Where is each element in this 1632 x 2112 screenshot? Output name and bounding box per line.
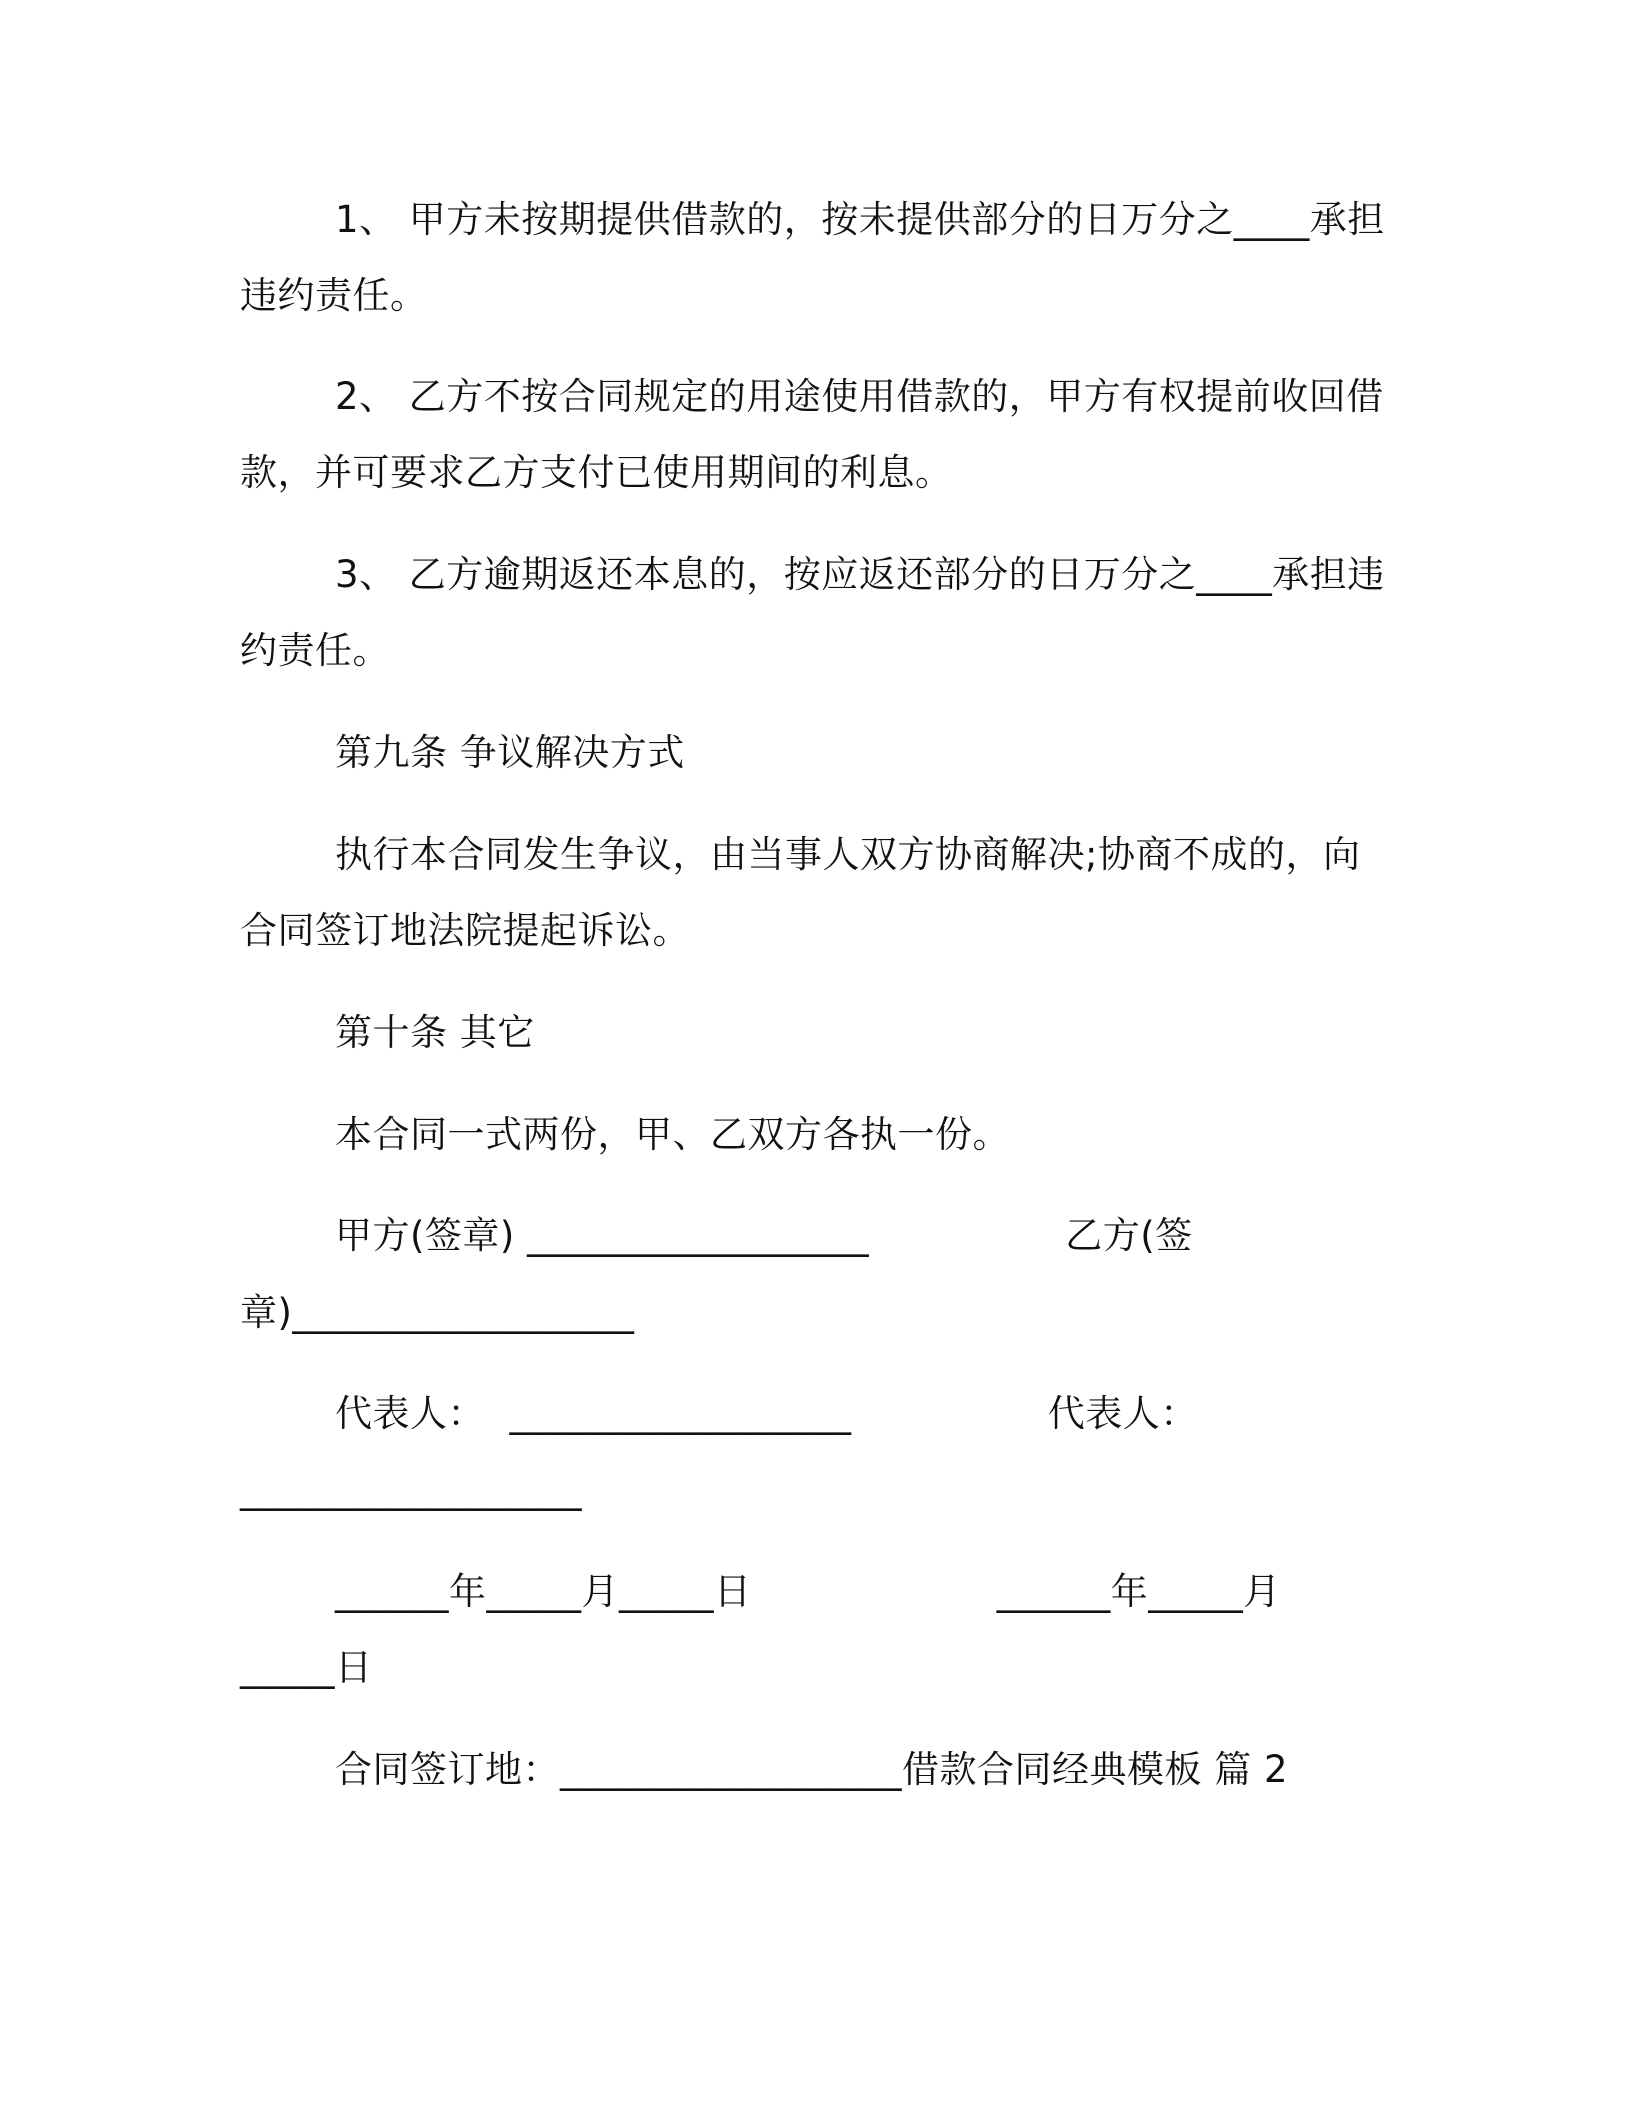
- clause-8-item-1-line-1: 1、 甲方未按期提供借款的，按未提供部分的日万分之____承担: [335, 198, 1385, 241]
- clause-8-item-2-line-2: 款，并可要求乙方支付已使用期间的利息。: [240, 451, 953, 494]
- representative-line-2: __________________: [240, 1468, 582, 1511]
- clause-10-heading: 第十条 其它: [335, 1011, 535, 1054]
- clause-9-body-line-1: 执行本合同发生争议，由当事人双方协商解决;协商不成的，向: [335, 833, 1361, 876]
- clause-10-body: 本合同一式两份，甲、乙双方各执一份。: [335, 1113, 1010, 1156]
- clause-8-item-1-line-2: 违约责任。: [240, 274, 428, 317]
- clause-9-body-line-2: 合同签订地法院提起诉讼。: [240, 909, 690, 952]
- date-line-1: ______年_____月_____日 ______年_____月: [335, 1570, 1281, 1613]
- date-line-2: _____日: [240, 1646, 373, 1689]
- representative-line-1: 代表人： __________________ 代表人：: [335, 1392, 1198, 1435]
- clause-8-item-3-line-2: 约责任。: [240, 629, 390, 672]
- signature-party-line-2: 章)__________________: [240, 1291, 635, 1334]
- clause-8-item-2-line-1: 2、 乙方不按合同规定的用途使用借款的，甲方有权提前收回借: [335, 375, 1384, 418]
- clause-9-heading: 第九条 争议解决方式: [335, 731, 685, 774]
- clause-8-item-3-line-1: 3、 乙方逾期返还本息的，按应返还部分的日万分之____承担违: [335, 553, 1385, 596]
- signature-party-line-1: 甲方(签章) __________________ 乙方(签: [335, 1214, 1193, 1257]
- signing-place-line: 合同签订地：__________________借款合同经典模板 篇 2: [335, 1748, 1289, 1791]
